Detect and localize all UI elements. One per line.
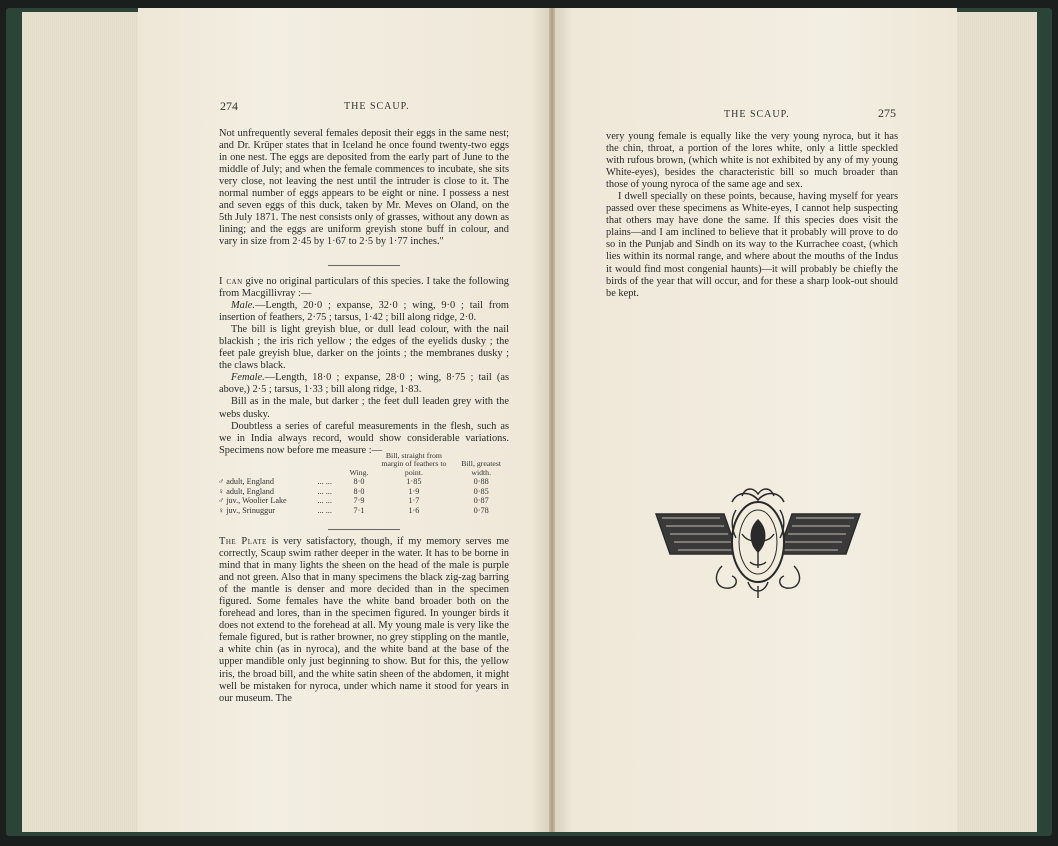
plate-paragraph (219, 536, 509, 705)
page-number-left: 274 (220, 99, 238, 113)
specimen-cell: ♀ adult, England (218, 486, 274, 496)
running-head-right: THE SCAUP. (724, 109, 790, 120)
bill-length-cell: 1·6 (408, 506, 420, 515)
page-number-right: 275 (878, 106, 896, 120)
measurements-table (216, 452, 512, 516)
description-block (219, 276, 509, 457)
bill-length-cell: 1·7 (408, 496, 420, 506)
ellipsis-cell: ... ... (317, 477, 332, 487)
intro-small-caps: I can (219, 276, 243, 287)
male-bill-paragraph: The bill is light greyish blue, or dull lead colour, with the nail blackish ; the iris rich yellow ; the edges of the eyelids dusky ; the feet pale greyish blue, darker on the joints ; the membranes dusky ; the claws black. (219, 324, 509, 372)
doubtless-paragraph: Doubtless a series of careful measurements in the flesh, such as we in India always record, would show considerable variations. Specimens now before me measure :— (219, 420, 509, 456)
tailpiece-ornament (652, 482, 864, 602)
nest-paragraph: Not unfrequently several females deposit their eggs in the same nest; and Dr. Krüper states that in Iceland he once found twenty-two eggs in one nest. The eggs are deposited from the early part of June to the middle of July; and when the female commences to incubate, she sits very close, not leaving the nest until the intruder is close to it. The normal number of eggs appears to be eight or nine. I possess a nest and seven eggs of this duck, taken by Mr. Meves on Oland, on the 5th July 1871. The nest consists only of grasses, without any down as lining; and the eggs are uniform greyish stone buff in colour, and vary in size from 2·45 by 1·67 to 2·5 by 1·77 inches." (219, 128, 509, 248)
female-measurements: —Length, 18·0 ; expanse, 28·0 ; wing, 8·75 ; tail (as above,) 2·5 ; tarsus, 1·33 ; bill along ridge, 1·83. (219, 372, 509, 396)
female-label: Female. (231, 372, 265, 384)
bill-length-cell: 1·9 (408, 486, 420, 496)
dwell-paragraph: I dwell specially on these points, because, having myself for years passed over these specimens as White-eyes, I cannot help suspecting that others may have done the same. If this species does visit the plains—and I am inclined to believe that it probably will prove to do so in the Punjab and Sindh on its way to the Kurrachee coast, (which lies within its normal range, and where about the mouths of the Indus it would find most congenial haunts)—it will probably be chiefly the birds of the year that will occur, and for these a sharp look-out should be kept. (606, 191, 898, 299)
book-gutter (549, 8, 555, 832)
wing-cell: 8·0 (353, 486, 365, 496)
table-row (216, 477, 512, 487)
male-paragraph (219, 300, 509, 324)
wing-cell: 8·0 (353, 477, 365, 487)
running-head-left: THE SCAUP. (344, 101, 410, 112)
ellipsis-cell: ... ... (317, 486, 332, 496)
male-label: Male. (231, 300, 255, 312)
table-row (216, 506, 512, 516)
wing-cell: 7·1 (353, 506, 365, 515)
table-header (216, 452, 316, 477)
plate-block (219, 536, 509, 705)
young-paragraph: very young female is equally like the very young nyroca, but it has the chin, throat, a portion of the lores white, only a little speckled with rufous brown, (which white is not exhibited by any of my young White-eyes), besides the characteristic bill so much broader than those of young nyroca of the same age and sex. (606, 131, 898, 191)
specimen-cell: ♂ juv., Woolier Lake (218, 496, 287, 506)
page-edges-left (22, 12, 142, 832)
male-measurements: —Length, 20·0 ; expanse, 32·0 ; wing, 9·0 ; tail from insertion of feathers, 2·75 ; tarsus, 1·42 ; bill along ridge, 2·0. (219, 300, 509, 324)
table-header-row (216, 452, 512, 477)
section-divider (328, 265, 400, 266)
page-edges-right (955, 12, 1037, 832)
intro-paragraph (219, 276, 509, 300)
bill-width-cell: 0·87 (473, 496, 489, 506)
female-bill-paragraph: Bill as in the male, but darker ; the feet dull leaden grey with the webs dusky. (219, 396, 509, 420)
bill-width-cell: 0·85 (473, 486, 489, 496)
female-paragraph (219, 372, 509, 396)
intro-text: give no original particulars of this species. I take the following from Macgillivray :— (219, 276, 509, 300)
bill-width-cell: 0·88 (473, 477, 489, 487)
table-header: Bill, straight from margin of feathers to point. (381, 451, 447, 477)
specimen-cell: ♀ juv., Srinuggur (218, 506, 276, 515)
bill-length-cell: 1·85 (406, 477, 422, 487)
section-divider (328, 529, 400, 530)
ellipsis-cell: ... ... (317, 496, 332, 506)
wing-cell: 7·9 (353, 496, 365, 506)
bill-width-cell: 0·78 (473, 506, 489, 515)
table-row (216, 496, 512, 506)
plate-small-caps: The Plate (219, 536, 267, 547)
table-header: Wing. (349, 467, 369, 477)
right-text-block (606, 131, 898, 300)
nest-paragraph-block (219, 128, 509, 248)
plate-text: is very satisfactory, though, if my memory serves me correctly, Scaup swim rather deeper in the water. It has to be borne in mind that in many lights the sheen on the head of the male is purple and not green. Also that in many specimens the black zig-zag barring of the mantle is denser and more decided than in the specimen figured. Some females have the white band broader both on the forehead and lores, than in the specimen figured. In younger birds it does not extend to the forehead at all. My young male is very like the female figured, but is rather browner, no grey stippling on the mantle, a white chin (as in nyroca), and the white band at the base of the upper mandible only just beginning to show. But for this, the yellow iris, the broad bill, and the white satin sheen of the abdomen, it might well be mistaken for nyroca, under which name it stood for years in our museum. The (219, 536, 509, 704)
ellipsis-cell: ... ... (317, 506, 332, 515)
table-header: Bill, greatest width. (461, 459, 502, 477)
table-row (216, 487, 512, 497)
specimen-cell: ♂ adult, England (218, 477, 274, 487)
